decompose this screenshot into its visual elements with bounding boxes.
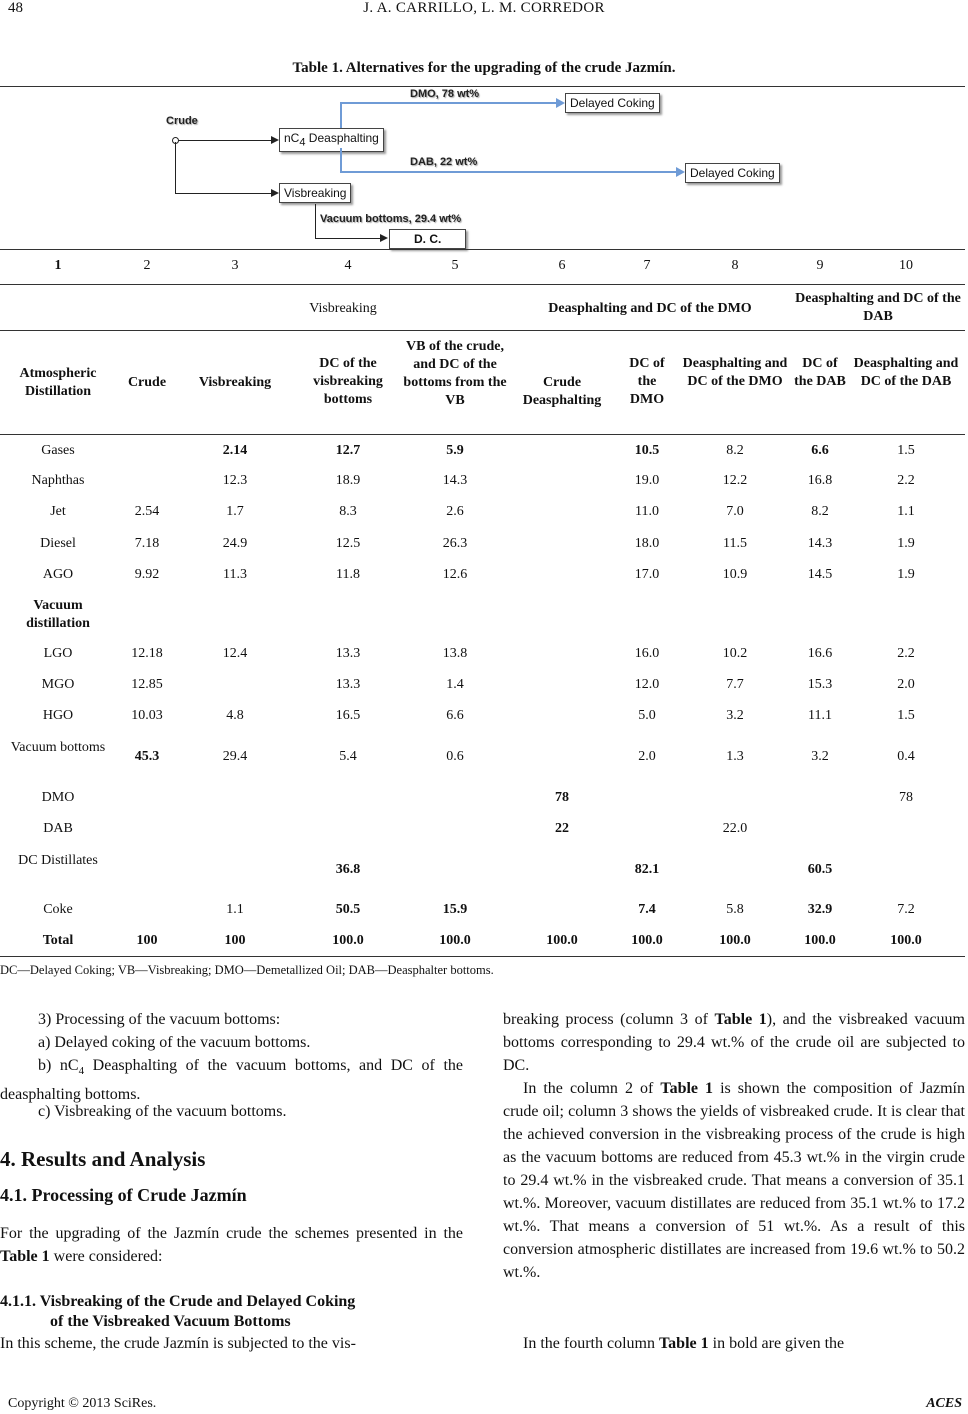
table-cell: 2.0	[897, 677, 915, 692]
column-number: 1	[54, 258, 62, 273]
list-item-b-text: Deasphalting of the vacuum bottoms, and DC of the deasphalting bottoms.	[0, 1057, 463, 1104]
crude-to-visbreaking-line	[175, 193, 274, 194]
table-cell: 24.9	[222, 536, 248, 551]
arrow-to-delayed-coking-1-icon	[556, 98, 565, 108]
header-bottom-rule	[0, 434, 965, 435]
dc-box: D. C.	[389, 229, 466, 249]
paragraph-right-3-end: in bold are given the	[708, 1335, 845, 1352]
table-cell: 3.2	[726, 708, 744, 723]
column-number: 4	[344, 258, 352, 273]
nc4-prefix: nC	[284, 131, 300, 145]
table-cell: 14.3	[442, 473, 468, 488]
column-header: Visbreaking	[198, 375, 272, 390]
paragraph-right-1-end: ), and the visbreaked vacuum bottoms corresponding to 29.4 wt.% of the crude oil are subjected to DC.	[503, 1011, 965, 1074]
paragraph-schemes-text: For the upgrading of the Jazmín crude the schemes presented in the	[0, 1225, 463, 1242]
table-cell: 8.2	[811, 504, 829, 519]
table-cell: 100.0	[439, 933, 471, 948]
table-cell: 1.9	[897, 536, 915, 551]
table-cell: 60.5	[807, 862, 833, 877]
table-cell: 1.9	[897, 567, 915, 582]
table-cell: 8.2	[726, 443, 744, 458]
group-bottom-rule	[0, 330, 965, 331]
table-cell: 100.0	[804, 933, 836, 948]
column-number: 6	[558, 258, 566, 273]
column-number: 7	[643, 258, 651, 273]
row-label: MGO	[41, 677, 75, 692]
table-cell: 5.9	[446, 443, 464, 458]
column-header: Crude	[127, 375, 167, 390]
row-label: DC Distillates	[18, 853, 98, 868]
group-deasphalting-dab: Deasphalting and DC of the DAB	[795, 291, 961, 324]
row-label: Jet	[50, 504, 66, 519]
table-cell: 10.9	[722, 567, 748, 582]
row-label: Vacuum bottoms	[10, 740, 106, 755]
table-cell: 12.18	[131, 646, 163, 661]
table-cell: 18.9	[335, 473, 361, 488]
table-cell: 7.0	[726, 504, 744, 519]
row-label: Vacuum distillation	[26, 598, 90, 631]
dab-branch-horizontal	[340, 171, 676, 173]
table-cell: 78	[555, 790, 569, 805]
column-number: 9	[816, 258, 824, 273]
arrow-to-visbreaking-icon	[271, 189, 279, 197]
diagram-bottom-rule	[0, 249, 965, 250]
table-cell: 19.0	[634, 473, 660, 488]
table-ref[interactable]: Table 1	[714, 1011, 767, 1028]
list-item-c: c) Visbreaking of the vacuum bottoms.	[38, 1103, 287, 1120]
column-header: DC of the DAB	[794, 356, 846, 389]
row-label: DAB	[43, 821, 73, 836]
table-cell: 0.6	[446, 749, 464, 764]
table-cell: 12.4	[222, 646, 248, 661]
process-diagram	[0, 80, 968, 250]
list-item-b	[0, 1054, 463, 1106]
delayed-coking-box-1: Delayed Coking	[565, 93, 660, 113]
column-header: Atmospheric Distillation	[19, 366, 97, 399]
table-cell: 100	[136, 933, 158, 948]
table-cell: 100.0	[546, 933, 578, 948]
table-cell: 22	[555, 821, 569, 836]
paragraph-right-2-text: In the column 2 of	[523, 1080, 661, 1097]
table-cell: 7.4	[638, 902, 656, 917]
subsubsection-heading-line1: 4.1.1. Visbreaking of the Crude and Delayed Coking	[0, 1293, 356, 1310]
table-cell: 29.4	[222, 749, 248, 764]
table-ref[interactable]: Table 1	[660, 1080, 714, 1097]
arrow-to-deasphalting-icon	[271, 136, 279, 144]
list-item-a: a) Delayed coking of the vacuum bottoms.	[38, 1034, 311, 1051]
table-cell: 1.1	[897, 504, 915, 519]
table-cell: 4.8	[226, 708, 244, 723]
table-cell: 11.0	[635, 504, 659, 519]
table-cell: 45.3	[134, 749, 160, 764]
table-cell: 7.18	[134, 536, 160, 551]
table-cell: 13.8	[442, 646, 468, 661]
table-cell: 18.0	[634, 536, 660, 551]
colnum-bottom-rule	[0, 284, 965, 285]
table-cell: 2.2	[897, 473, 915, 488]
table-cell: 82.1	[634, 862, 660, 877]
column-header: DC of the DMO	[629, 356, 665, 407]
table-cell: 12.3	[222, 473, 248, 488]
row-label: AGO	[42, 567, 74, 582]
table-cell: 6.6	[446, 708, 464, 723]
column-header: Deasphalting and DC of the DMO	[682, 356, 788, 389]
paragraph-right-3-text: In the fourth column	[523, 1335, 659, 1352]
table-cell: 1.1	[226, 902, 244, 917]
column-header: Crude Deasphalting	[522, 375, 602, 408]
table-cell: 1.4	[446, 677, 464, 692]
table-cell: 1.7	[226, 504, 244, 519]
table-cell: 11.3	[223, 567, 247, 582]
table-cell: 12.0	[634, 677, 660, 692]
dmo-branch-vertical	[340, 102, 342, 128]
table-cell: 13.3	[335, 677, 361, 692]
table-cell: 26.3	[442, 536, 468, 551]
paragraph-right-1-text: breaking process (column 3 of	[503, 1011, 715, 1028]
arrow-to-dc-icon	[380, 234, 388, 242]
table-cell: 2.14	[222, 443, 248, 458]
crude-trunk-line	[175, 142, 176, 194]
journal-name: ACES	[926, 1396, 962, 1411]
table-cell: 5.0	[638, 708, 656, 723]
table-cell: 15.9	[442, 902, 468, 917]
list-item-b-subscript: 4	[78, 1065, 85, 1078]
page-number: 48	[8, 0, 23, 16]
dmo-label: DMO, 78 wt%	[410, 88, 480, 100]
table-cell: 11.8	[336, 567, 360, 582]
table-bottom-rule	[0, 956, 965, 957]
crude-label: Crude	[166, 115, 198, 127]
dab-label: DAB, 22 wt%	[410, 156, 478, 168]
group-deasphalting-dmo: Deasphalting and DC of the DMO	[548, 301, 752, 316]
table-cell: 13.3	[335, 646, 361, 661]
table-cell: 16.5	[335, 708, 361, 723]
table-cell: 2.0	[638, 749, 656, 764]
table-cell: 10.03	[131, 708, 163, 723]
paragraph-scheme-intro: In this scheme, the crude Jazmín is subjected to the vis-	[0, 1335, 356, 1352]
row-label: Coke	[43, 902, 73, 917]
table-footnote: DC—Delayed Coking; VB—Visbreaking; DMO—Demetallized Oil; DAB—Deasphalter bottoms.	[0, 963, 494, 977]
column-number: 3	[231, 258, 239, 273]
table-cell: 17.0	[634, 567, 660, 582]
visbreaking-box: Visbreaking	[279, 183, 351, 203]
table-cell: 22.0	[722, 821, 748, 836]
dab-branch-vertical	[340, 148, 342, 172]
table-cell: 11.5	[723, 536, 747, 551]
column-number: 5	[451, 258, 459, 273]
table-cell: 10.2	[722, 646, 748, 661]
table-cell: 8.3	[339, 504, 357, 519]
table-cell: 16.0	[634, 646, 660, 661]
table-ref[interactable]: Table 1	[658, 1335, 709, 1352]
table-cell: 100.0	[332, 933, 364, 948]
table-cell: 12.85	[131, 677, 163, 692]
table-cell: 12.6	[442, 567, 468, 582]
vacuum-bottoms-label: Vacuum bottoms, 29.4 wt%	[320, 213, 462, 225]
subsubsection-heading-line2: of the Visbreaked Vacuum Bottoms	[50, 1313, 291, 1330]
subsection-heading-processing: 4.1. Processing of Crude Jazmín	[0, 1185, 247, 1205]
dmo-branch-horizontal	[340, 102, 556, 104]
table-cell: 78	[899, 790, 913, 805]
paragraph-right-2	[503, 1077, 965, 1284]
table-cell: 100.0	[631, 933, 663, 948]
copyright: Copyright © 2013 SciRes.	[8, 1396, 157, 1411]
row-label: DMO	[41, 790, 75, 805]
table-cell: 7.7	[726, 677, 744, 692]
arrow-to-delayed-coking-2-icon	[676, 167, 685, 177]
table-cell: 100.0	[719, 933, 751, 948]
paragraph-right-1	[503, 1008, 965, 1077]
table-cell: 0.4	[897, 749, 915, 764]
table-cell: 2.54	[134, 504, 160, 519]
table-cell: 50.5	[335, 902, 361, 917]
table-cell: 1.5	[897, 443, 915, 458]
table-cell: 5.8	[726, 902, 744, 917]
table-cell: 100.0	[890, 933, 922, 948]
table-cell: 2.6	[446, 504, 464, 519]
nc4-subscript: 4	[299, 136, 306, 149]
column-header: Deasphalting and DC of the DAB	[853, 356, 959, 389]
table-cell: 5.4	[339, 749, 357, 764]
table-cell: 12.5	[335, 536, 361, 551]
table-cell: 100	[224, 933, 246, 948]
table-cell: 15.3	[807, 677, 833, 692]
paragraph-schemes-end: were considered:	[49, 1248, 163, 1265]
row-label: LGO	[43, 646, 73, 661]
table-cell: 1.3	[726, 749, 744, 764]
column-header: DC of the visbreaking bottoms	[313, 356, 383, 407]
row-label: Total	[42, 933, 74, 948]
table-cell: 32.9	[807, 902, 833, 917]
row-label: HGO	[42, 708, 74, 723]
list-item-b-prefix: b) nC	[38, 1057, 79, 1074]
table-caption: Table 1. Alternatives for the upgrading of the crude Jazmín.	[292, 60, 676, 76]
table-cell: 36.8	[335, 862, 361, 877]
table-ref[interactable]: Table 1	[0, 1248, 50, 1265]
table-cell: 3.2	[811, 749, 829, 764]
list-intro: 3) Processing of the vacuum bottoms:	[38, 1011, 281, 1028]
column-header: VB of the crude, and DC of the bottoms from the VB	[403, 339, 507, 408]
column-number: 10	[899, 258, 913, 273]
paragraph-right-3	[503, 1332, 965, 1355]
table-cell: 14.5	[807, 567, 833, 582]
crude-to-deasphalting-line	[178, 140, 274, 141]
row-label: Naphthas	[31, 473, 85, 488]
table-cell: 16.6	[807, 646, 833, 661]
vacuum-branch-vertical	[315, 204, 316, 239]
row-label: Diesel	[40, 536, 76, 551]
group-visbreaking: Visbreaking	[309, 301, 377, 316]
table-cell: 9.92	[134, 567, 160, 582]
column-number: 8	[731, 258, 739, 273]
paragraph-schemes	[0, 1222, 463, 1268]
table-cell: 7.2	[897, 902, 915, 917]
table-cell: 10.5	[634, 443, 660, 458]
running-title: J. A. CARRILLO, L. M. CORREDOR	[363, 0, 605, 16]
delayed-coking-box-2: Delayed Coking	[685, 163, 780, 183]
vacuum-branch-horizontal	[315, 238, 383, 239]
nc4-deasphalting-box	[279, 128, 384, 152]
table-cell: 16.8	[807, 473, 833, 488]
column-number: 2	[143, 258, 151, 273]
table-cell: 11.1	[808, 708, 832, 723]
nc4-suffix: Deasphalting	[305, 131, 379, 145]
table-cell: 1.5	[897, 708, 915, 723]
row-label: Gases	[41, 443, 75, 458]
table-cell: 14.3	[807, 536, 833, 551]
table-cell: 2.2	[897, 646, 915, 661]
table-cell: 12.7	[335, 443, 361, 458]
table-cell: 12.2	[722, 473, 748, 488]
section-heading-results: 4. Results and Analysis	[0, 1147, 206, 1171]
table-cell: 6.6	[811, 443, 829, 458]
paragraph-right-2-end: is shown the composition of Jazmín crude oil; column 3 shows the yields of visbreaked crude. It is clear that the achieved conversion in the visbreaking process of the crude is high as the vacuum bottoms are reduced from 45.3 wt.% in the virgin crude to 29.4 wt.% in the visbreaked crude. That means a conversion of 35.1 wt.%. Moreover, vacuum distillates are reduced from 35.1 wt.% to 17.2 wt.%. That means a conversion of 51 wt.%. As a result of this conversion atmospheric distillates are increased from 19.6 wt.% to 50.2 wt.%.	[503, 1080, 965, 1281]
